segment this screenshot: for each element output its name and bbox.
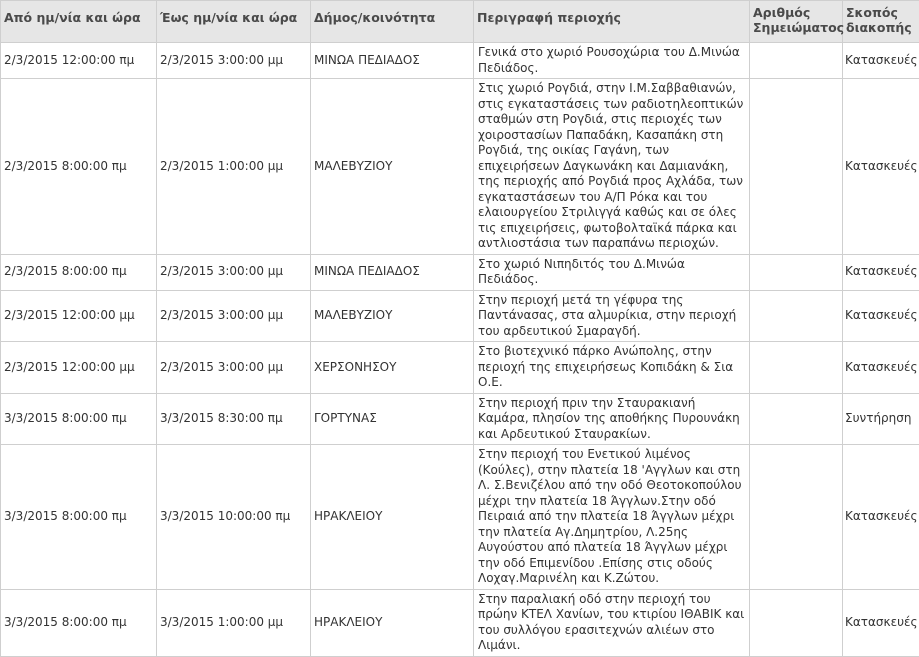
cell-to: 3/3/2015 1:00:00 μμ — [157, 589, 311, 656]
cell-description: Στην περιοχή του Ενετικού λιμένος (Κούλες), στην πλατεία 18 'Αγγλων και στη Λ. Σ.Βενιζέλου από την οδό Θεοτοκοπούλου μέχρι την πλατεία 18 Άγγλων.Στην οδό Πειραιά από την πλατεία 18 Άγγλων μέχρι την πλατεία Αγ.Δημητρίου, Λ.25ης Αυγούστου από πλατεία 18 Άγγλων μέχρι την οδό Επιμενίδου .Επίσης στις οδούς Λοχαγ.Μαρινέλη και Κ.Ζώτου. — [474, 445, 750, 590]
cell-point-number — [750, 43, 843, 79]
cell-to: 2/3/2015 3:00:00 μμ — [157, 43, 311, 79]
cell-purpose: Κατασκευές — [843, 589, 919, 656]
cell-description: Στην περιοχή μετά τη γέφυρα της Παντάνασας, στα αλμυρίκια, στην περιοχή του αρδευτικού Σμαραγδή. — [474, 290, 750, 342]
table-row — [1, 79, 919, 255]
cell-municipality: ΓΟΡΤΥΝΑΣ — [311, 393, 474, 445]
cell-description: Γενικά στο χωριό Ρουσοχώρια του Δ.Μινώα Πεδιάδος. — [474, 43, 750, 79]
cell-municipality: ΜΑΛΕΒΥΖΙΟΥ — [311, 79, 474, 255]
table-row — [1, 445, 919, 590]
col-header-purpose[interactable]: Σκοπός διακοπής — [843, 1, 919, 43]
cell-description: Στην παραλιακή οδό στην περιοχή του πρώην ΚΤΕΛ Χανίων, του κτιρίου ΙΘΑΒΙΚ και του συλλόγου ερασιτεχνών αλιέων στο Λιμάνι. — [474, 589, 750, 656]
cell-from: 2/3/2015 8:00:00 πμ — [1, 254, 157, 290]
table-row — [1, 43, 919, 79]
cell-municipality: ΜΑΛΕΒΥΖΙΟΥ — [311, 290, 474, 342]
cell-purpose: Συντήρηση — [843, 393, 919, 445]
cell-to: 2/3/2015 3:00:00 μμ — [157, 290, 311, 342]
cell-point-number — [750, 79, 843, 255]
cell-municipality: ΜΙΝΩΑ ΠΕΔΙΑΔΟΣ — [311, 254, 474, 290]
cell-point-number — [750, 254, 843, 290]
cell-point-number — [750, 290, 843, 342]
cell-to: 3/3/2015 10:00:00 πμ — [157, 445, 311, 590]
table-row — [1, 393, 919, 445]
cell-from: 2/3/2015 12:00:00 μμ — [1, 342, 157, 394]
cell-from: 3/3/2015 8:00:00 πμ — [1, 393, 157, 445]
cell-to: 2/3/2015 3:00:00 μμ — [157, 342, 311, 394]
cell-to: 3/3/2015 8:30:00 πμ — [157, 393, 311, 445]
header-row — [1, 1, 919, 43]
cell-to: 2/3/2015 1:00:00 μμ — [157, 79, 311, 255]
cell-point-number — [750, 589, 843, 656]
cell-description: Στο χωριό Νιπηδιτός του Δ.Μινώα Πεδιάδος. — [474, 254, 750, 290]
cell-from: 2/3/2015 12:00:00 πμ — [1, 43, 157, 79]
col-header-description[interactable]: Περιγραφή περιοχής — [474, 1, 750, 43]
cell-municipality: ΗΡΑΚΛΕΙΟΥ — [311, 445, 474, 590]
cell-from: 3/3/2015 8:00:00 πμ — [1, 589, 157, 656]
cell-municipality: ΧΕΡΣΟΝΗΣΟΥ — [311, 342, 474, 394]
cell-purpose: Κατασκευές — [843, 43, 919, 79]
cell-point-number — [750, 393, 843, 445]
cell-description: Στην περιοχή πριν την Σταυρακιανή Καμάρα, πλησίον της αποθήκης Πυρουνάκη και Αρδευτικού Σταυρακίων. — [474, 393, 750, 445]
cell-municipality: ΗΡΑΚΛΕΙΟΥ — [311, 589, 474, 656]
cell-point-number — [750, 445, 843, 590]
cell-to: 2/3/2015 3:00:00 μμ — [157, 254, 311, 290]
cell-purpose: Κατασκευές — [843, 290, 919, 342]
cell-from: 3/3/2015 8:00:00 πμ — [1, 445, 157, 590]
table-row — [1, 254, 919, 290]
cell-municipality: ΜΙΝΩΑ ΠΕΔΙΑΔΟΣ — [311, 43, 474, 79]
cell-from: 2/3/2015 8:00:00 πμ — [1, 79, 157, 255]
cell-purpose: Κατασκευές — [843, 342, 919, 394]
cell-purpose: Κατασκευές — [843, 79, 919, 255]
cell-description: Στις χωριό Ρογδιά, στην Ι.Μ.Σαββαθιανών, στις εγκαταστάσεις των ραδιοτηλεοπτικών σταθμών στη Ρογδιά, στις περιοχές των χοιροστασίων Παπαδάκη, Κασαπάκη στη Ρογδιά, της οικίας Γαγάνη, των επιχειρήσεων Δαγκωνάκη και Δαμιανάκη, της περιοχής από Ρογδιά προς Αχλάδα, των εγκαταστάσεων του Α/Π Ρόκα και του ελαιουργείου Στριλιγγά καθώς και σε όλες τις επιχειρήσεις, φωτοβολταϊκά πάρκα και αντλιοστάσια των παραπάνω περιοχών. — [474, 79, 750, 255]
table-row — [1, 290, 919, 342]
cell-purpose: Κατασκευές — [843, 445, 919, 590]
cell-from: 2/3/2015 12:00:00 μμ — [1, 290, 157, 342]
col-header-point-number[interactable]: Αριθμός Σημειώματος — [750, 1, 843, 43]
col-header-to[interactable]: Έως ημ/νία και ώρα — [157, 1, 311, 43]
cell-purpose: Κατασκευές — [843, 254, 919, 290]
cell-description: Στο βιοτεχνικό πάρκο Ανώπολης, στην περιοχή της επιχειρήσεως Κοπιδάκη & Σια Ο.Ε. — [474, 342, 750, 394]
col-header-from[interactable]: Από ημ/νία και ώρα — [1, 1, 157, 43]
col-header-municipality[interactable]: Δήμος/κοινότητα — [311, 1, 474, 43]
table-row — [1, 342, 919, 394]
table-row — [1, 589, 919, 656]
cell-point-number — [750, 342, 843, 394]
